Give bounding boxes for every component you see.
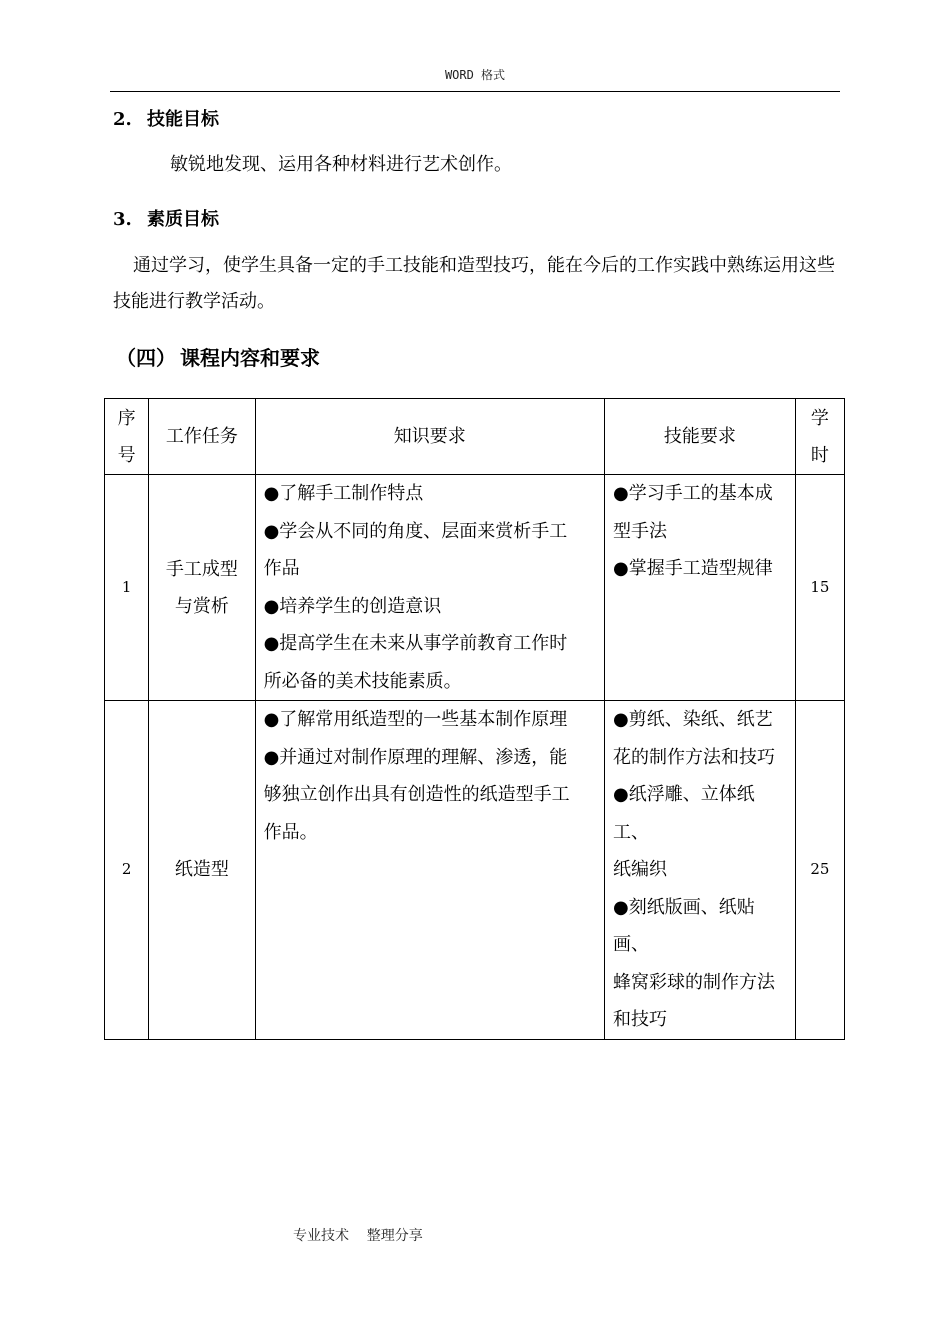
knowledge-line: ●并通过对制作原理的理解、渗透，能 bbox=[263, 746, 568, 768]
header-knowledge: 知识要求 bbox=[255, 399, 604, 475]
table-row bbox=[105, 475, 845, 701]
quality-goal-text: 通过学习，使学生具备一定的手工技能和造型技巧，能在今后的工作实践中熟练运用这些技能进行教学活动。 bbox=[113, 255, 835, 312]
section-number: 3. bbox=[113, 209, 132, 230]
knowledge-line: ●了解手工制作特点 bbox=[263, 483, 424, 504]
knowledge-line: ●了解常用纸造型的一些基本制作原理 bbox=[263, 709, 568, 730]
table-row bbox=[105, 701, 845, 1040]
header-num: 序号 bbox=[105, 399, 149, 475]
page-header: WORD 格式 bbox=[444, 68, 506, 82]
knowledge-line: 作品 bbox=[263, 558, 300, 579]
row-hours: 25 bbox=[795, 701, 844, 1040]
header-hours: 学时 bbox=[795, 399, 844, 475]
row-knowledge bbox=[255, 701, 604, 1040]
section-title: 技能目标 bbox=[147, 109, 219, 130]
header-rule bbox=[110, 91, 840, 92]
knowledge-line: 够独立创作出具有创造性的纸造型手工 bbox=[263, 784, 570, 805]
skill-line: 和技巧 bbox=[613, 1009, 667, 1030]
section-number: （四） bbox=[116, 346, 176, 370]
knowledge-line: ●培养学生的创造意识 bbox=[263, 595, 442, 617]
knowledge-line: 作品。 bbox=[263, 821, 318, 843]
course-content-table bbox=[104, 398, 845, 1040]
section-heading-course-content bbox=[116, 342, 320, 371]
skill-line: 型手法 bbox=[613, 520, 667, 542]
section-heading-quality-goal bbox=[113, 205, 219, 231]
row-skill bbox=[605, 475, 796, 701]
skill-line: ●剪纸、染纸、纸艺 bbox=[613, 709, 773, 730]
skill-line: ●纸浮雕、立体纸工、 bbox=[613, 784, 755, 843]
skill-line: ●学习手工的基本成 bbox=[613, 483, 773, 504]
page-footer: 专业技术 整理分享 bbox=[293, 1228, 423, 1244]
section-number: 2. bbox=[113, 109, 132, 130]
skill-goal-text: 敏锐地发现、运用各种材料进行艺术创作。 bbox=[170, 154, 512, 175]
section-heading-skill-goal bbox=[113, 105, 219, 131]
skill-line: 纸编织 bbox=[613, 859, 667, 880]
table-header-row bbox=[105, 399, 845, 475]
row-num: 2 bbox=[105, 701, 149, 1040]
knowledge-line: ●学会从不同的角度、层面来赏析手工 bbox=[263, 520, 568, 542]
section-title: 课程内容和要求 bbox=[180, 346, 320, 370]
knowledge-line: 所必备的美术技能素质。 bbox=[263, 670, 462, 692]
row-skill bbox=[605, 701, 796, 1040]
row-num: 1 bbox=[105, 475, 149, 701]
knowledge-line: ●提高学生在未来从事学前教育工作时 bbox=[263, 633, 568, 654]
header-task: 工作任务 bbox=[149, 399, 255, 475]
row-task: 纸造型 bbox=[149, 701, 255, 1040]
row-task: 手工成型与赏析 bbox=[149, 475, 255, 701]
row-knowledge bbox=[255, 475, 604, 701]
skill-line: 蜂窝彩球的制作方法 bbox=[613, 971, 775, 993]
skill-line: ●掌握手工造型规律 bbox=[613, 558, 773, 579]
skill-line: ●刻纸版画、纸贴画、 bbox=[613, 896, 755, 955]
row-hours: 15 bbox=[795, 475, 844, 701]
section-title: 素质目标 bbox=[147, 209, 219, 230]
skill-line: 花的制作方法和技巧 bbox=[613, 746, 775, 768]
header-skill: 技能要求 bbox=[605, 399, 796, 475]
